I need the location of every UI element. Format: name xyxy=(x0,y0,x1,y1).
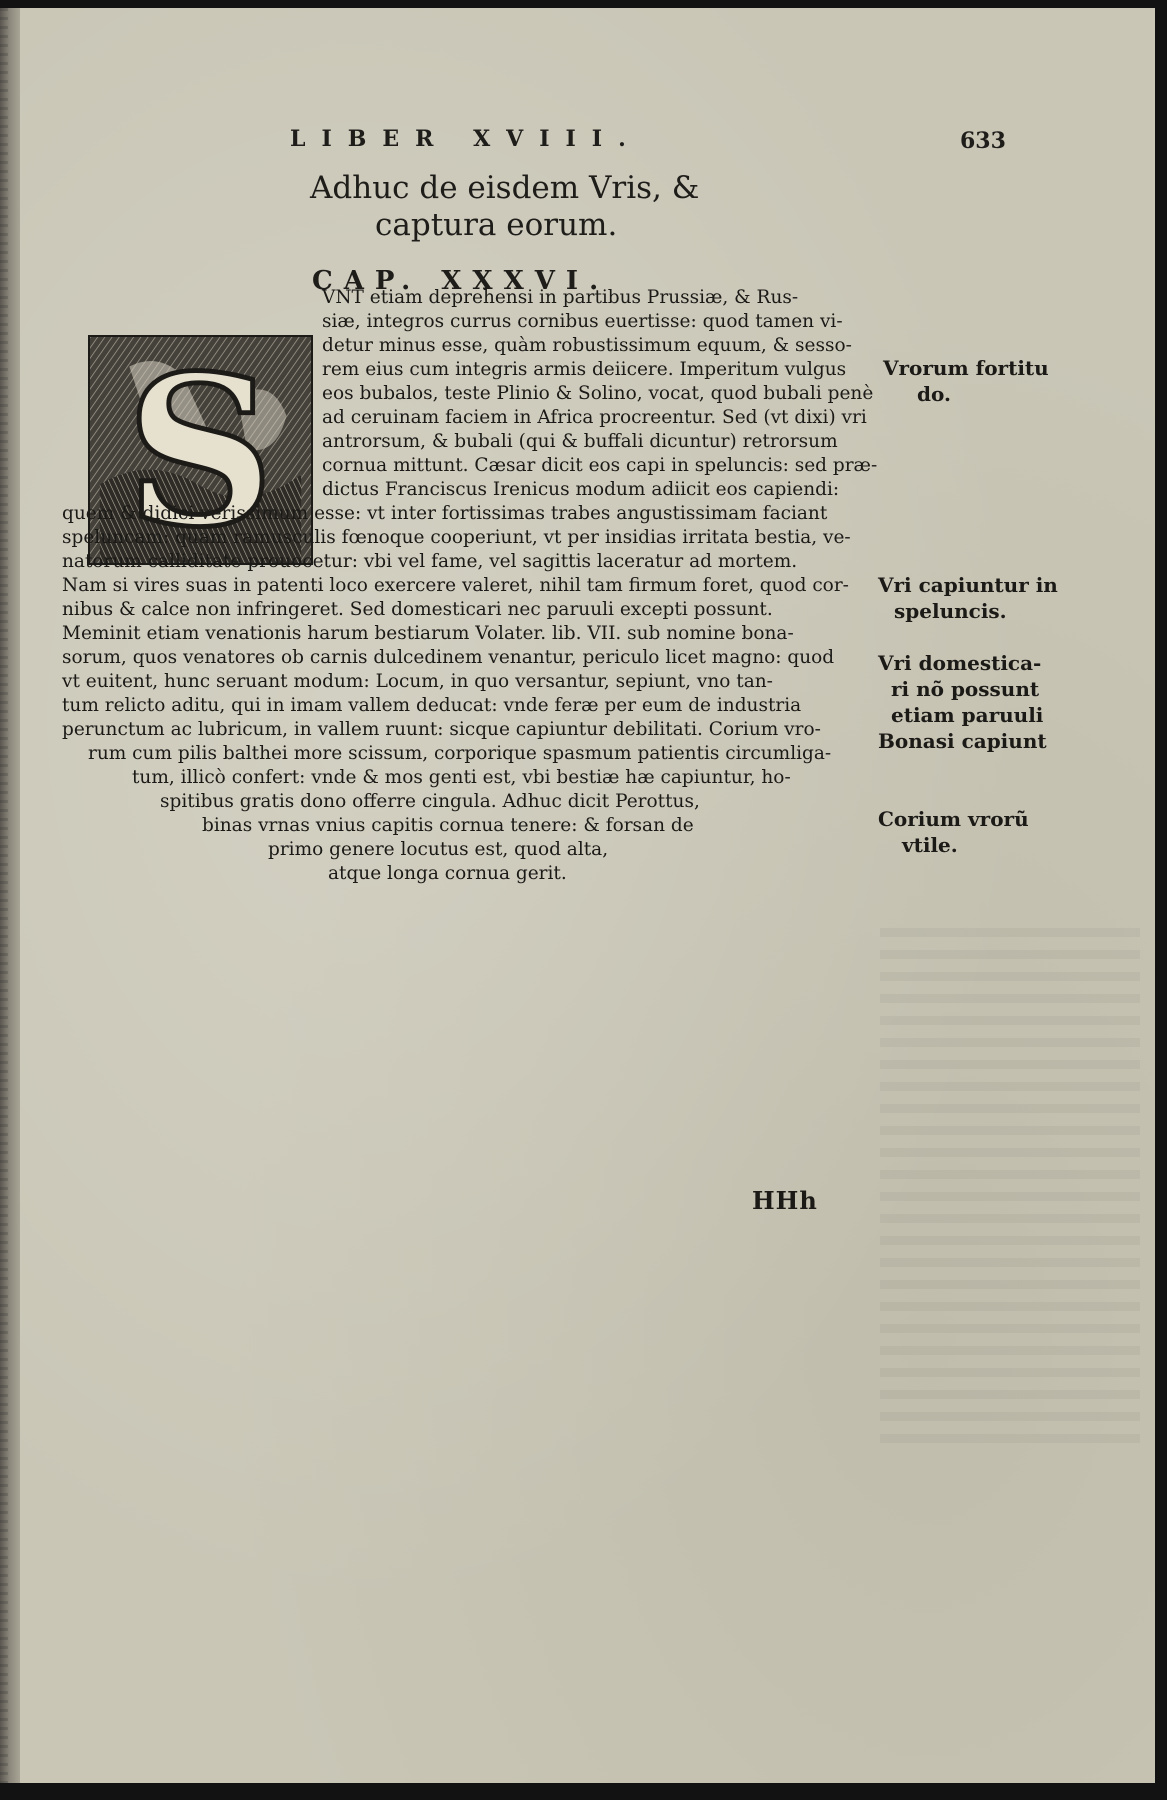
body-line: primo genere locutus est, quod alta, xyxy=(268,839,609,860)
margin-note: Vri domestica- xyxy=(878,651,1042,675)
body-line: eos bubalos, teste Plinio & Solino, vocat, quod bubali penè xyxy=(322,383,874,404)
margin-note: ri nõ possunt xyxy=(891,677,1040,701)
body-line: natorum calliditate prouocetur: vbi vel fame, vel sagittis laceratur ad mortem. xyxy=(62,551,798,572)
page-number: 633 xyxy=(960,128,1006,154)
body-line: rum cum pilis balthei more scissum, corporique spasmum patientis circumliga- xyxy=(88,743,832,764)
margin-note: Vrorum fortitu xyxy=(883,356,1049,380)
initial-letter: S xyxy=(125,337,275,563)
body-line: atque longa cornua gerit. xyxy=(328,863,567,884)
body-line: nibus & calce non infringeret. Sed domesticari nec paruuli excepti possunt. xyxy=(62,599,773,620)
chapter-number: CAP. XXXVI. xyxy=(312,266,610,296)
body-line: vt euitent, hunc seruant modum: Locum, in quo versantur, sepiunt, vno tan- xyxy=(62,671,773,692)
body-line: rem eius cum integris armis deiicere. Imperitum vulgus xyxy=(322,359,847,380)
body-line: speluncam: quam ramusculis fœnoque cooperiunt, vt per insidias irritata bestia, ve- xyxy=(62,527,851,548)
show-through-text xyxy=(880,928,1140,1448)
margin-note: Corium vrorũ xyxy=(878,807,1029,831)
body-line: tum relicto aditu, qui in imam vallem deducat: vnde feræ per eum de industria xyxy=(62,695,802,716)
body-line: Meminit etiam venationis harum bestiarum Volater. lib. VII. sub nomine bona- xyxy=(62,623,794,644)
body-line: VNT etiam deprehensi in partibus Prussiæ, & Rus- xyxy=(322,287,799,308)
margin-note: speluncis. xyxy=(894,599,1007,623)
chapter-title-line-1: Adhuc de eisdem Vris, & xyxy=(310,170,700,206)
body-line: detur minus esse, quàm robustissimum equum, & sesso- xyxy=(322,335,852,356)
body-line: antrorsum, & bubali (qui & buffali dicuntur) retrorsum xyxy=(322,431,838,452)
book-page xyxy=(20,8,1155,1783)
body-line: tum, illicò confert: vnde & mos genti est, vbi bestiæ hæ capiuntur, ho- xyxy=(132,767,791,788)
margin-note: Vri capiuntur in xyxy=(878,573,1058,597)
body-line: quem & didici verissimum esse: vt inter fortissimas trabes angustissimam faciant xyxy=(62,503,828,524)
body-line: cornua mittunt. Cæsar dicit eos capi in speluncis: sed præ- xyxy=(322,455,878,476)
margin-note: etiam paruuli xyxy=(891,703,1044,727)
margin-note: do. xyxy=(917,382,951,406)
body-line: Nam si vires suas in patenti loco exercere valeret, nihil tam firmum foret, quod cor- xyxy=(62,575,849,596)
body-line: sorum, quos venatores ob carnis dulcedinem venantur, periculo licet magno: quod xyxy=(62,647,835,668)
chapter-title-line-2: captura eorum. xyxy=(375,207,618,243)
facing-page-bleed xyxy=(0,8,8,1783)
body-line: spitibus gratis dono offerre cingula. Adhuc dicit Perottus, xyxy=(160,791,700,812)
body-line: binas vrnas vnius capitis cornua tenere: & forsan de xyxy=(202,815,694,836)
signature-mark: HHh xyxy=(752,1186,818,1215)
body-line: perunctum ac lubricum, in vallem ruunt: sicque capiuntur debilitati. Corium vro- xyxy=(62,719,821,740)
body-line: siæ, integros currus cornibus euertisse: quod tamen vi- xyxy=(322,311,843,332)
body-line: dictus Franciscus Irenicus modum adiicit eos capiendi: xyxy=(322,479,840,500)
margin-note: Bonasi capiunt xyxy=(878,729,1047,753)
running-title: LIBER XVIII. xyxy=(290,126,642,152)
body-line: ad ceruinam faciem in Africa procreentur. Sed (vt dixi) vri xyxy=(322,407,867,428)
margin-note: vtile. xyxy=(902,833,958,857)
